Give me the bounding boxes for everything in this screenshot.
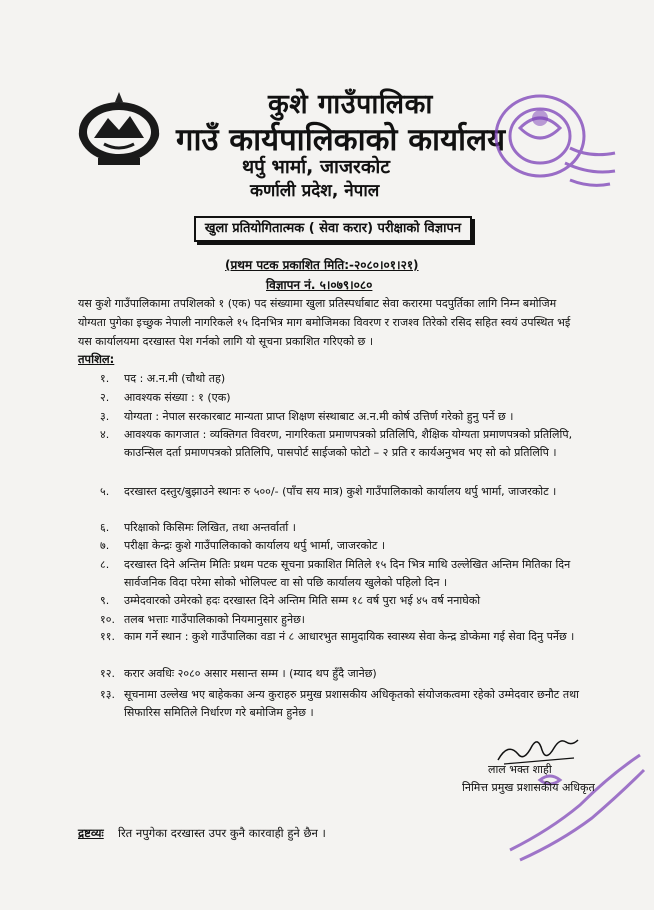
item-text: दरखास्त दिने अन्तिम मितिः प्रथम पटक सूचना प्रकाशित मितिले १५ दिन भित्र माथि उल्लेखित अन्तिम मितिका दिन सार्वजनिक विदा परेमा सोको भोलिपल्ट वा सो पछि कार्यालय खुलेको पहिलो दिन । xyxy=(124,558,571,589)
item-number: १. xyxy=(100,372,110,385)
note-text: रित नपुगेका दरखास्त उपर कुनै कारवाही हुने छैन । xyxy=(118,826,326,840)
item-text: आवश्यक संख्या : १ (एक) xyxy=(124,391,231,404)
signature-stamp-icon xyxy=(500,740,650,870)
item-number: ३. xyxy=(100,410,110,423)
item-number: ५. xyxy=(100,485,110,498)
notice-title: खुला प्रतियोगितात्मक ( सेवा करार) परीक्षाको विज्ञापन xyxy=(194,216,472,242)
item-text: सूचनामा उल्लेख भए बाहेकका अन्य कुराहरु प्रमुख प्रशासकीय अधिकृतको संयोजकत्वमा रहेको उम्मेदवार छनौट तथा सिफारिस समितिले निर्धारण गरे बमोजिम हुनेछ । xyxy=(124,688,579,719)
publish-date: (प्रथम पटक प्रकाशित मिति:-२०८०।०१।२१) xyxy=(225,258,419,272)
item-text: काम गर्ने स्थान : कुशे गाउँपालिका वडा नं ८ आधारभुत सामुदायिक स्वास्थ्य सेवा केन्द्र डोप्केमा गई सेवा दिनु पर्नेछ । xyxy=(124,630,575,643)
office-stamp-icon xyxy=(470,88,630,198)
item-text: दरखास्त दस्तुर/बुझाउने स्थानः रु ५००/- (पाँच सय मात्र) कुशे गाउँपालिकाको कार्यालय थर्पु भार्मा, जाजरकोट । xyxy=(124,485,557,498)
item-text: उम्मेदवारको उमेरको हदः दरखास्त दिने अन्तिम मिति सम्म १८ वर्ष पुरा भई ४५ वर्ष ननाघेको xyxy=(124,594,481,607)
item-number: २. xyxy=(100,391,110,404)
details-label: तपशिल: xyxy=(78,352,115,366)
item-number: ९. xyxy=(100,594,110,607)
item-text: परीक्षा केन्द्रः कुशे गाउँपालिकाको कार्यालय थर्पु भार्मा, जाजरकोट । xyxy=(124,539,386,552)
item-text: योग्यता : नेपाल सरकारबाट मान्यता प्राप्त शिक्षण संस्थाबाट अ.न.मी कोर्ष उत्तिर्ण गरेको हुनु पर्ने छ । xyxy=(124,410,514,423)
item-text: तलब भत्ताः गाउँपालिकाको नियमानुसार हुनेछ। xyxy=(124,613,305,626)
item-text: पद : अ.न.मी (चौथो तह) xyxy=(124,372,226,385)
province-country: कर्णाली प्रदेश, नेपाल xyxy=(250,181,380,201)
signer-designation: निमित्त प्रमुख प्रशासकीय अधिकृत xyxy=(462,781,595,794)
item-text: आवश्यक कागजात : व्यक्तिगत विवरण, नागरिकता प्रमाणपत्रको प्रतिलिपि, शैक्षिक योग्यता प्रमाणपत्रको प्रतिलिपि, काउन्सिल दर्ता प्रमाणपत्रको प्रतिलिपि, पासपोर्ट साईजको फोटो – २ प्रति र कार्यअनुभव भए सो को प्रतिलिपि । xyxy=(124,428,573,459)
item-number: ४. xyxy=(100,428,110,441)
note-label: द्रष्टव्यः xyxy=(78,826,104,840)
signer-name: लाल भक्त शाही xyxy=(488,763,552,776)
office-name: गाउँ कार्यपालिकाको कार्यालय xyxy=(176,122,506,158)
item-number: ६. xyxy=(100,521,110,534)
office-address: थर्पु भार्मा, जाजरकोट xyxy=(242,156,390,178)
item-number: ८. xyxy=(100,558,110,571)
item-number: ११. xyxy=(100,630,115,643)
item-number: १३. xyxy=(100,688,115,701)
advertisement-number: विज्ञापन नं. ५।०७९।०८० xyxy=(266,278,373,292)
item-number: १०. xyxy=(100,613,115,626)
item-number: १२. xyxy=(100,667,115,680)
item-text: करार अवधिः २०८० असार मसान्त सम्म । (म्याद थप हुँदै जानेछ) xyxy=(124,667,377,680)
item-text: परिक्षाको किसिमः लिखित, तथा अन्तर्वार्ता । xyxy=(124,521,296,534)
nepal-government-emblem-icon xyxy=(74,88,164,168)
municipality-name: कुशे गाउँपालिका xyxy=(268,89,433,120)
intro-paragraph: यस कुशे गाउँपालिकामा तपशिलको १ (एक) पद संख्यामा खुला प्रतिस्पर्धाबाट सेवा करारमा पदपुर्तिका लागि निम्न बमोजिम योग्यता पुगेका इच्छुक नेपाली नागरिकले १५ दिनभित्र माग बमोजिमका विवरण र राजश्व तिरेको रसिद सहित स्वयं उपस्थित भई यस कार्यालयमा दरखास्त पेश गर्नको लागि यो सूचना प्रकाशित गरिएको छ । xyxy=(78,297,571,348)
item-number: ७. xyxy=(100,539,110,552)
